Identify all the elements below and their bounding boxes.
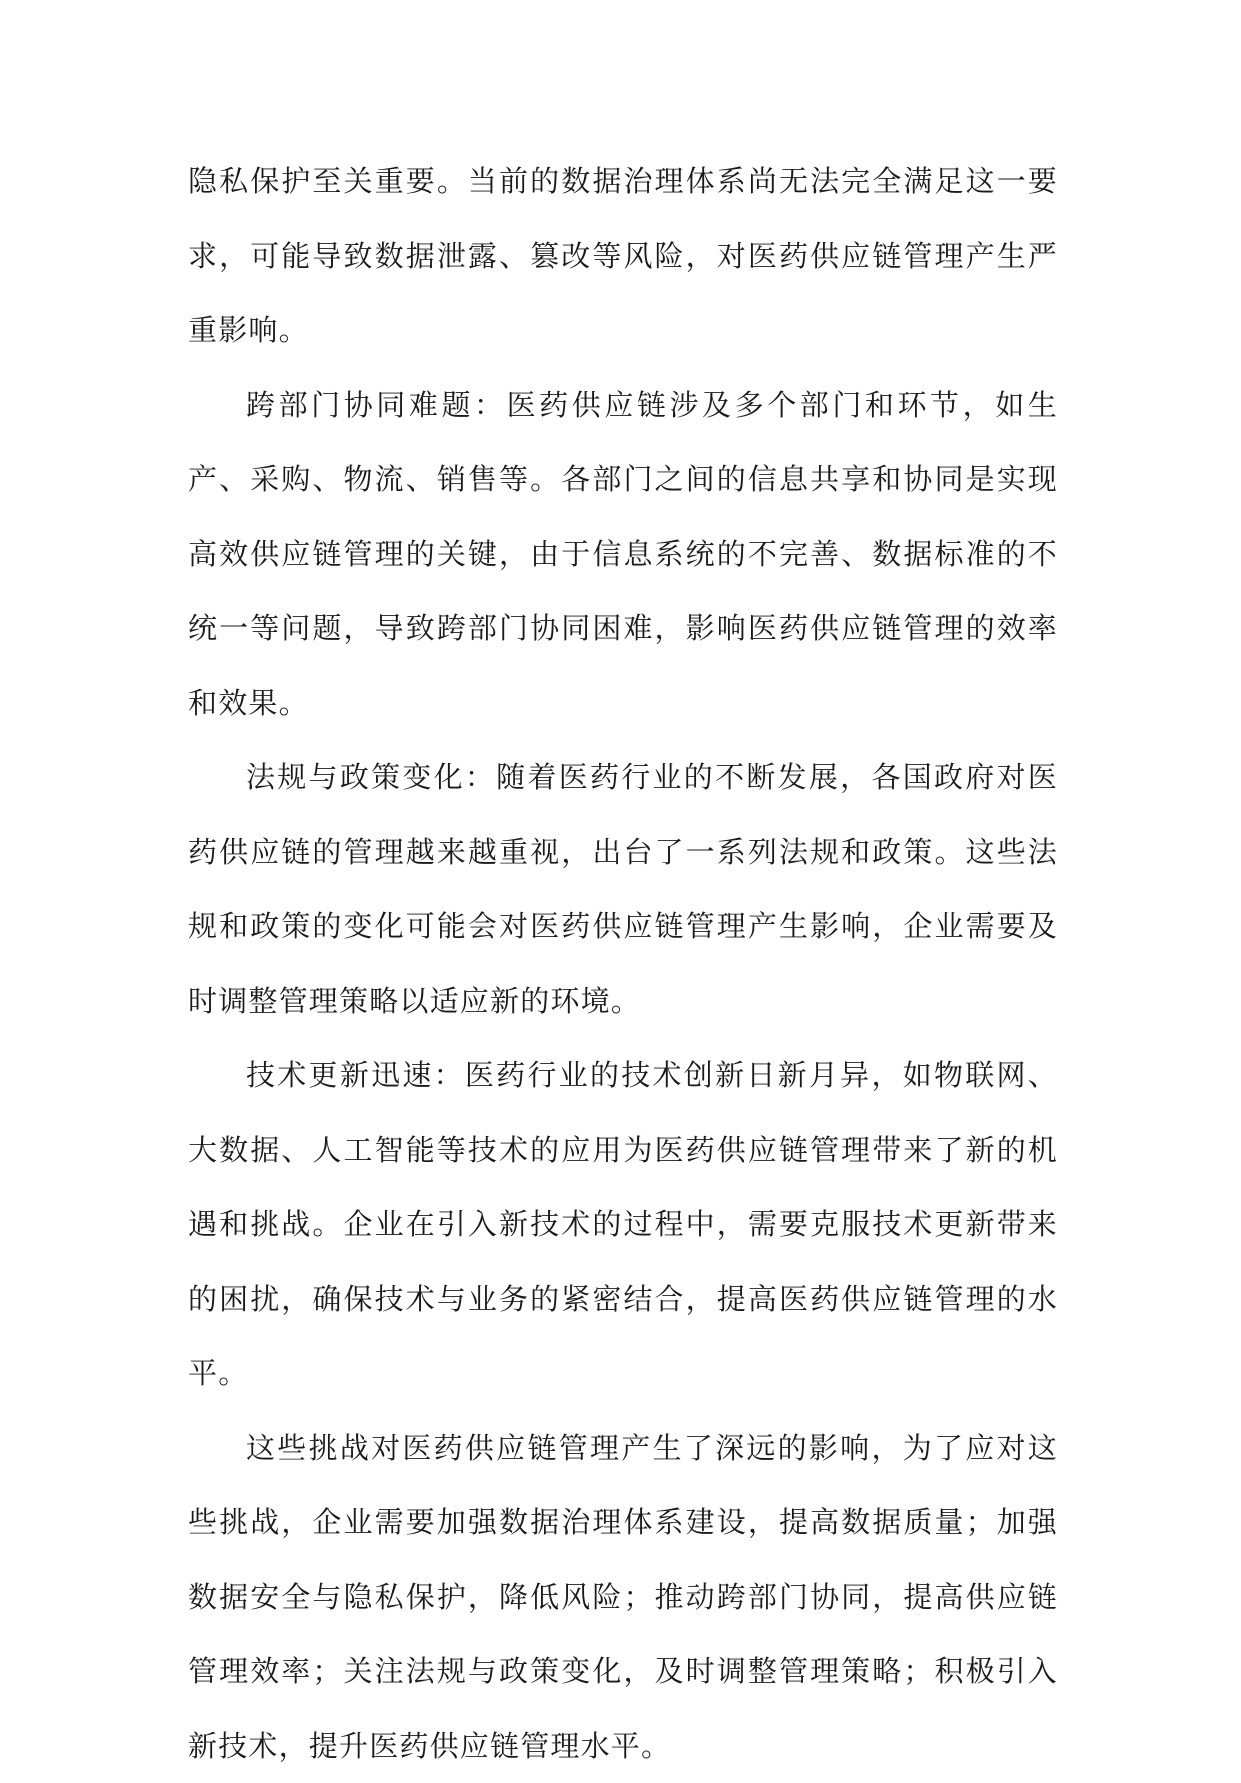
paragraph-challenges-summary: 这些挑战对医药供应链管理产生了深远的影响，为了应对这些挑战，企业需要加强数据治理体系建设，提高数据质量；加强数据安全与隐私保护，降低风险；推动跨部门协同，提高供应链管理效率；关注法规与政策变化，及时调整管理策略；积极引入新技术，提升医药供应链管理水平。	[188, 1411, 1058, 1783]
paragraph-privacy-continuation: 隐私保护至关重要。当前的数据治理体系尚无法完全满足这一要求，可能导致数据泄露、篡改等风险，对医药供应链管理产生严重影响。	[188, 144, 1058, 368]
paragraph-cross-department-collaboration: 跨部门协同难题：医药供应链涉及多个部门和环节，如生产、采购、物流、销售等。各部门之间的信息共享和协同是实现高效供应链管理的关键，由于信息系统的不完善、数据标准的不统一等问题，导致跨部门协同困难，影响医药供应链管理的效率和效果。	[188, 368, 1058, 741]
document-body	[188, 144, 1058, 1783]
paragraph-technology-update: 技术更新迅速：医药行业的技术创新日新月异，如物联网、大数据、人工智能等技术的应用为医药供应链管理带来了新的机遇和挑战。企业在引入新技术的过程中，需要克服技术更新带来的困扰，确保技术与业务的紧密结合，提高医药供应链管理的水平。	[188, 1038, 1058, 1411]
paragraph-regulation-policy-change: 法规与政策变化：随着医药行业的不断发展，各国政府对医药供应链的管理越来越重视，出台了一系列法规和政策。这些法规和政策的变化可能会对医药供应链管理产生影响，企业需要及时调整管理策略以适应新的环境。	[188, 740, 1058, 1038]
